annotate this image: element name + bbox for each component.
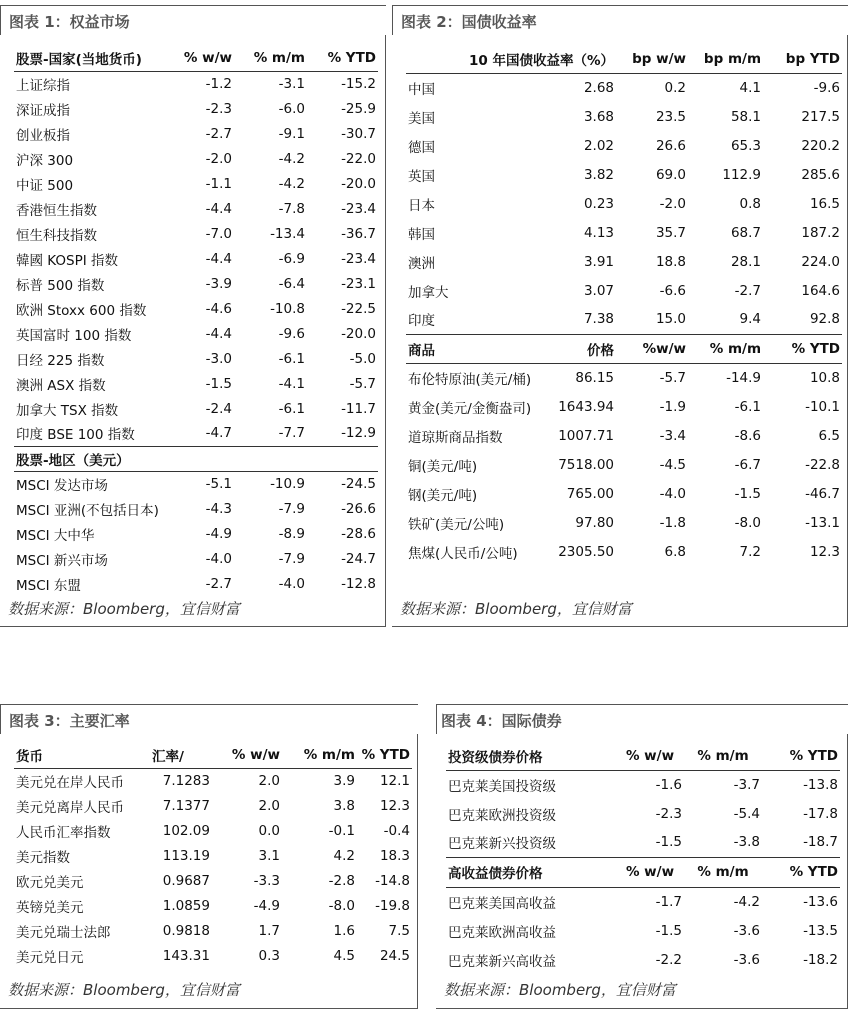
row-value: -18.7 bbox=[803, 834, 838, 851]
table-row bbox=[14, 171, 378, 196]
row-label: MSCI 发达市场 bbox=[16, 477, 108, 494]
row-value: -10.1 bbox=[805, 398, 841, 415]
row-label: 上证综指 bbox=[16, 77, 70, 94]
row-value: -2.2 bbox=[655, 951, 682, 968]
row-label: MSCI 新兴市场 bbox=[16, 552, 108, 569]
row-value: -25.9 bbox=[341, 100, 376, 117]
row-label: 韩国 bbox=[408, 226, 435, 243]
row-value: 3.9 bbox=[333, 772, 355, 789]
row-value: -0.4 bbox=[383, 822, 410, 839]
table-row bbox=[14, 321, 378, 346]
panel-title: 图表 3：主要汇率 bbox=[0, 704, 418, 734]
row-value: 1643.94 bbox=[558, 398, 615, 415]
panel-title: 图表 2：国债收益率 bbox=[392, 5, 848, 35]
row-value: 0.3 bbox=[258, 947, 280, 964]
row-value: -4.0 bbox=[205, 550, 232, 567]
row-label: 印度 bbox=[408, 313, 435, 330]
row-value: 4.2 bbox=[333, 847, 355, 864]
table-row bbox=[14, 843, 412, 868]
table-row bbox=[14, 146, 378, 171]
row-value: 6.8 bbox=[664, 543, 687, 560]
row-value: 285.6 bbox=[801, 166, 841, 183]
source-note: 数据来源：Bloomberg，宜信财富 bbox=[8, 600, 240, 618]
row-value: 0.9687 bbox=[162, 872, 210, 889]
row-value: -13.4 bbox=[270, 225, 305, 242]
row-value: -11.7 bbox=[341, 400, 376, 417]
row-value: 217.5 bbox=[801, 108, 841, 125]
row-value: 2.0 bbox=[258, 772, 280, 789]
row-value: 69.0 bbox=[655, 166, 687, 183]
table-row bbox=[14, 221, 378, 246]
row-value: 2.68 bbox=[583, 79, 615, 96]
table-subheader: 商品 价格 %w/w % m/m % YTD bbox=[406, 334, 842, 363]
row-value: -7.8 bbox=[278, 200, 305, 217]
row-value: -8.6 bbox=[734, 427, 762, 444]
table-row bbox=[446, 887, 840, 916]
table-row bbox=[14, 893, 412, 918]
row-label: 中证 500 bbox=[16, 177, 74, 194]
table-row bbox=[14, 121, 378, 146]
row-value: -13.8 bbox=[803, 776, 838, 793]
row-label: 美国 bbox=[408, 110, 435, 127]
row-value: 102.09 bbox=[162, 822, 210, 839]
row-label: MSCI 大中华 bbox=[16, 527, 95, 544]
row-value: 220.2 bbox=[801, 137, 841, 154]
row-value: -23.1 bbox=[341, 275, 376, 292]
row-value: 4.1 bbox=[739, 79, 762, 96]
row-value: -2.3 bbox=[655, 805, 682, 822]
table-row bbox=[14, 868, 412, 893]
row-value: -1.5 bbox=[734, 485, 762, 502]
row-value: -1.5 bbox=[655, 834, 682, 851]
table-row bbox=[14, 396, 378, 421]
row-value: -8.0 bbox=[328, 897, 355, 914]
table-row bbox=[446, 799, 840, 828]
row-label: 加拿大 TSX 指数 bbox=[16, 402, 119, 419]
row-value: 7.2 bbox=[739, 543, 762, 560]
row-value: 97.80 bbox=[575, 514, 615, 531]
row-value: -2.4 bbox=[205, 400, 232, 417]
row-value: -14.9 bbox=[726, 369, 762, 386]
row-label: 日本 bbox=[408, 197, 435, 214]
row-value: -9.1 bbox=[278, 125, 305, 142]
row-label: 澳洲 ASX 指数 bbox=[16, 377, 106, 394]
row-value: 7.38 bbox=[583, 311, 615, 328]
row-value: 0.8 bbox=[739, 195, 762, 212]
row-value: -5.7 bbox=[659, 369, 687, 386]
row-value: -4.2 bbox=[733, 893, 760, 910]
row-value: -3.1 bbox=[278, 75, 305, 92]
table-row bbox=[406, 218, 842, 247]
row-value: -2.8 bbox=[328, 872, 355, 889]
row-value: -3.6 bbox=[733, 951, 760, 968]
table-row bbox=[14, 271, 378, 296]
row-label: 日经 225 指数 bbox=[16, 352, 105, 369]
row-value: 0.2 bbox=[664, 79, 687, 96]
row-value: -2.3 bbox=[205, 100, 232, 117]
row-value: -1.8 bbox=[659, 514, 687, 531]
row-value: -3.6 bbox=[733, 922, 760, 939]
table-row bbox=[14, 768, 412, 793]
row-value: -6.1 bbox=[734, 398, 762, 415]
table-row bbox=[14, 521, 378, 546]
row-value: 15.0 bbox=[655, 311, 687, 328]
table-subheader: 高收益债券价格 % w/w % m/m % YTD bbox=[446, 857, 840, 887]
row-value: -22.5 bbox=[341, 300, 376, 317]
source-note: 数据来源：Bloomberg，宜信财富 bbox=[444, 981, 676, 999]
row-value: 24.5 bbox=[379, 947, 410, 964]
table-row bbox=[406, 537, 842, 566]
row-value: 28.1 bbox=[730, 253, 762, 270]
row-value: -4.2 bbox=[278, 175, 305, 192]
row-value: -4.4 bbox=[205, 250, 232, 267]
row-label: 英国富时 100 指数 bbox=[16, 327, 132, 344]
row-label: 英镑兑美元 bbox=[16, 899, 84, 916]
row-value: 7.1377 bbox=[162, 797, 210, 814]
yields-table bbox=[406, 45, 842, 566]
table-row bbox=[406, 247, 842, 276]
row-value: -1.5 bbox=[655, 922, 682, 939]
table-row bbox=[406, 479, 842, 508]
row-value: 224.0 bbox=[801, 253, 841, 270]
row-label: 布伦特原油(美元/桶) bbox=[408, 371, 532, 388]
row-value: 2305.50 bbox=[558, 543, 615, 560]
row-value: 10.8 bbox=[809, 369, 841, 386]
row-value: -28.6 bbox=[341, 525, 376, 542]
row-value: -13.1 bbox=[805, 514, 841, 531]
row-value: 23.5 bbox=[655, 108, 687, 125]
table-row bbox=[446, 916, 840, 945]
row-value: -1.7 bbox=[655, 893, 682, 910]
row-label: 恒生科技指数 bbox=[16, 227, 97, 244]
bond-yields-panel bbox=[392, 5, 848, 627]
row-label: 钢(美元/吨) bbox=[408, 487, 478, 504]
row-value: -5.4 bbox=[733, 805, 760, 822]
row-label: 巴克莱欧洲高收益 bbox=[448, 924, 556, 941]
row-value: 3.82 bbox=[583, 166, 615, 183]
table-row bbox=[406, 392, 842, 421]
row-value: -3.9 bbox=[205, 275, 232, 292]
table-row bbox=[14, 346, 378, 371]
row-value: -3.8 bbox=[733, 834, 760, 851]
row-value: -24.5 bbox=[341, 475, 376, 492]
row-value: -6.4 bbox=[278, 275, 305, 292]
panel-title: 图表 4：国际债券 bbox=[436, 704, 848, 734]
table-row bbox=[14, 546, 378, 571]
table-header: 股票-国家(当地货币) % w/w % m/m % YTD bbox=[14, 45, 378, 71]
equity-table bbox=[14, 45, 378, 596]
row-value: -13.6 bbox=[803, 893, 838, 910]
row-value: 1.7 bbox=[258, 922, 280, 939]
row-value: -4.2 bbox=[278, 150, 305, 167]
fx-table bbox=[14, 742, 412, 968]
row-value: -12.9 bbox=[341, 425, 376, 442]
row-label: 加拿大 bbox=[408, 284, 449, 301]
row-value: 86.15 bbox=[575, 369, 615, 386]
row-value: -26.6 bbox=[341, 500, 376, 517]
row-value: -1.1 bbox=[205, 175, 232, 192]
table-row bbox=[14, 71, 378, 96]
table-row bbox=[14, 371, 378, 396]
row-value: 112.9 bbox=[722, 166, 762, 183]
row-value: -1.6 bbox=[655, 776, 682, 793]
table-row bbox=[14, 918, 412, 943]
row-value: -2.7 bbox=[734, 282, 762, 299]
row-value: -4.1 bbox=[278, 375, 305, 392]
row-value: -4.4 bbox=[205, 325, 232, 342]
row-value: -4.4 bbox=[205, 200, 232, 217]
row-value: -3.7 bbox=[733, 776, 760, 793]
table-subheader: 股票-地区（美元） bbox=[14, 446, 378, 471]
row-value: 2.02 bbox=[583, 137, 615, 154]
row-value: 65.3 bbox=[730, 137, 762, 154]
row-value: 18.8 bbox=[655, 253, 687, 270]
row-value: -3.4 bbox=[659, 427, 687, 444]
table-header: 投资级债券价格 % w/w % m/m % YTD bbox=[446, 742, 840, 770]
row-value: -4.9 bbox=[253, 897, 280, 914]
row-value: 18.3 bbox=[379, 847, 410, 864]
row-value: 0.23 bbox=[583, 195, 615, 212]
table-row bbox=[14, 818, 412, 843]
row-label: 欧洲 Stoxx 600 指数 bbox=[16, 302, 147, 319]
row-value: -10.8 bbox=[270, 300, 305, 317]
table-row bbox=[14, 571, 378, 596]
table-row bbox=[406, 73, 842, 102]
row-label: 焦煤(人民币/公吨) bbox=[408, 545, 518, 562]
table-row bbox=[406, 421, 842, 450]
row-value: 58.1 bbox=[730, 108, 762, 125]
row-label: 巴克莱新兴投资级 bbox=[448, 836, 556, 853]
row-label: 香港恒生指数 bbox=[16, 202, 97, 219]
row-label: 巴克莱美国高收益 bbox=[448, 895, 556, 912]
row-value: 6.5 bbox=[818, 427, 841, 444]
row-value: -8.9 bbox=[278, 525, 305, 542]
row-label: 沪深 300 bbox=[16, 152, 74, 169]
row-value: 765.00 bbox=[566, 485, 615, 502]
table-row bbox=[14, 196, 378, 221]
row-value: -36.7 bbox=[341, 225, 376, 242]
row-value: -12.8 bbox=[341, 575, 376, 592]
row-value: -24.7 bbox=[341, 550, 376, 567]
row-label: 德国 bbox=[408, 139, 435, 156]
table-row bbox=[14, 96, 378, 121]
row-label: 巴克莱美国投资级 bbox=[448, 778, 556, 795]
row-value: -7.7 bbox=[278, 425, 305, 442]
row-label: 美元指数 bbox=[16, 849, 70, 866]
row-value: -7.0 bbox=[205, 225, 232, 242]
table-row bbox=[406, 131, 842, 160]
equity-markets-panel bbox=[0, 5, 386, 627]
row-value: -46.7 bbox=[805, 485, 841, 502]
row-value: -5.7 bbox=[349, 375, 376, 392]
table-row bbox=[14, 943, 412, 968]
table-row bbox=[406, 276, 842, 305]
row-value: 1.0859 bbox=[162, 897, 210, 914]
row-value: -6.1 bbox=[278, 400, 305, 417]
row-value: -14.8 bbox=[375, 872, 410, 889]
row-label: 美元兑离岸人民币 bbox=[16, 799, 124, 816]
row-label: 美元兑瑞士法郎 bbox=[16, 924, 111, 941]
row-value: 164.6 bbox=[801, 282, 841, 299]
row-value: -30.7 bbox=[341, 125, 376, 142]
row-value: -2.7 bbox=[205, 125, 232, 142]
row-value: -20.0 bbox=[341, 325, 376, 342]
row-label: 印度 BSE 100 指数 bbox=[16, 427, 135, 444]
row-value: 4.5 bbox=[333, 947, 355, 964]
row-label: 中国 bbox=[408, 81, 435, 98]
row-value: -4.3 bbox=[205, 500, 232, 517]
row-label: 英国 bbox=[408, 168, 435, 185]
row-value: 113.19 bbox=[162, 847, 210, 864]
row-label: 巴克莱欧洲投资级 bbox=[448, 807, 556, 824]
row-label: 巴克莱新兴高收益 bbox=[448, 953, 556, 970]
row-value: 12.3 bbox=[809, 543, 841, 560]
row-value: -4.5 bbox=[659, 456, 687, 473]
row-value: 7.1283 bbox=[162, 772, 210, 789]
row-value: 3.91 bbox=[583, 253, 615, 270]
row-label: 美元兑在岸人民币 bbox=[16, 774, 124, 791]
row-value: 7.5 bbox=[388, 922, 410, 939]
row-value: 187.2 bbox=[801, 224, 841, 241]
exchange-rates-panel bbox=[0, 704, 418, 1009]
source-note: 数据来源：Bloomberg，宜信财富 bbox=[400, 600, 632, 618]
row-value: 16.5 bbox=[809, 195, 841, 212]
row-label: 美元兑日元 bbox=[16, 949, 84, 966]
row-value: -23.4 bbox=[341, 250, 376, 267]
row-value: -20.0 bbox=[341, 175, 376, 192]
row-value: -17.8 bbox=[803, 805, 838, 822]
table-row bbox=[446, 770, 840, 799]
table-row bbox=[14, 793, 412, 818]
row-label: MSCI 亚洲(不包括日本) bbox=[16, 502, 159, 519]
row-value: 3.1 bbox=[258, 847, 280, 864]
row-value: -6.1 bbox=[278, 350, 305, 367]
row-value: 1.6 bbox=[333, 922, 355, 939]
bonds-table bbox=[446, 742, 840, 974]
table-header: 货币 汇率/ % w/w % m/m % YTD bbox=[14, 742, 412, 768]
row-value: -2.0 bbox=[659, 195, 687, 212]
row-label: 铁矿(美元/公吨) bbox=[408, 516, 505, 533]
table-row bbox=[14, 471, 378, 496]
row-label: 澳洲 bbox=[408, 255, 435, 272]
row-value: -19.8 bbox=[375, 897, 410, 914]
row-value: -5.1 bbox=[205, 475, 232, 492]
row-value: -1.5 bbox=[205, 375, 232, 392]
row-value: -9.6 bbox=[278, 325, 305, 342]
row-value: -6.7 bbox=[734, 456, 762, 473]
row-value: -4.0 bbox=[278, 575, 305, 592]
source-note: 数据来源：Bloomberg，宜信财富 bbox=[8, 981, 240, 999]
row-value: -7.9 bbox=[278, 500, 305, 517]
row-value: -5.0 bbox=[349, 350, 376, 367]
row-value: -2.0 bbox=[205, 150, 232, 167]
row-value: -4.9 bbox=[205, 525, 232, 542]
table-row bbox=[406, 305, 842, 334]
row-label: 创业板指 bbox=[16, 127, 70, 144]
row-value: 4.13 bbox=[583, 224, 615, 241]
table-row bbox=[406, 189, 842, 218]
panel-title: 图表 1：权益市场 bbox=[0, 5, 386, 35]
table-row bbox=[406, 450, 842, 479]
table-row bbox=[14, 421, 378, 446]
row-value: 68.7 bbox=[730, 224, 762, 241]
row-value: -0.1 bbox=[328, 822, 355, 839]
row-value: -4.0 bbox=[659, 485, 687, 502]
row-value: 3.8 bbox=[333, 797, 355, 814]
table-header: 10 年国债收益率（%） bp w/w bp m/m bp YTD bbox=[406, 45, 842, 73]
row-value: -15.2 bbox=[341, 75, 376, 92]
row-value: 2.0 bbox=[258, 797, 280, 814]
row-value: -22.0 bbox=[341, 150, 376, 167]
row-value: -6.9 bbox=[278, 250, 305, 267]
row-value: 3.68 bbox=[583, 108, 615, 125]
row-value: -6.0 bbox=[278, 100, 305, 117]
table-row bbox=[446, 828, 840, 857]
row-label: 标普 500 指数 bbox=[16, 277, 105, 294]
international-bonds-panel bbox=[436, 704, 848, 1009]
row-label: MSCI 东盟 bbox=[16, 577, 81, 594]
row-value: 1007.71 bbox=[558, 427, 615, 444]
row-label: 铜(美元/吨) bbox=[408, 458, 478, 475]
row-value: -23.4 bbox=[341, 200, 376, 217]
row-value: 35.7 bbox=[655, 224, 687, 241]
row-value: -2.7 bbox=[205, 575, 232, 592]
table-row bbox=[406, 102, 842, 131]
table-row bbox=[406, 363, 842, 392]
row-value: -13.5 bbox=[803, 922, 838, 939]
table-row bbox=[406, 508, 842, 537]
row-label: 欧元兑美元 bbox=[16, 874, 84, 891]
table-row bbox=[14, 246, 378, 271]
row-value: 26.6 bbox=[655, 137, 687, 154]
row-value: -6.6 bbox=[659, 282, 687, 299]
row-value: 92.8 bbox=[809, 311, 841, 328]
row-value: -22.8 bbox=[805, 456, 841, 473]
row-value: -3.3 bbox=[253, 872, 280, 889]
row-label: 韓國 KOSPI 指数 bbox=[16, 252, 119, 269]
row-value: -8.0 bbox=[734, 514, 762, 531]
row-value: -9.6 bbox=[813, 79, 841, 96]
table-row bbox=[406, 160, 842, 189]
row-label: 黄金(美元/金衡盎司) bbox=[408, 400, 532, 417]
row-value: -18.2 bbox=[803, 951, 838, 968]
table-row bbox=[14, 296, 378, 321]
row-value: 7518.00 bbox=[558, 456, 615, 473]
row-value: -1.2 bbox=[205, 75, 232, 92]
row-value: 12.3 bbox=[379, 797, 410, 814]
row-label: 人民币汇率指数 bbox=[16, 824, 111, 841]
row-label: 道琼斯商品指数 bbox=[408, 429, 503, 446]
row-value: 12.1 bbox=[379, 772, 410, 789]
row-label: 深证成指 bbox=[16, 102, 70, 119]
row-value: 9.4 bbox=[739, 311, 762, 328]
table-row bbox=[14, 496, 378, 521]
row-value: 0.0 bbox=[258, 822, 280, 839]
row-value: 3.07 bbox=[583, 282, 615, 299]
row-value: -10.9 bbox=[270, 475, 305, 492]
row-value: 0.9818 bbox=[162, 922, 210, 939]
row-value: -7.9 bbox=[278, 550, 305, 567]
row-value: 143.31 bbox=[162, 947, 210, 964]
row-value: -4.6 bbox=[205, 300, 232, 317]
table-row bbox=[446, 945, 840, 974]
row-value: -1.9 bbox=[659, 398, 687, 415]
row-value: -3.0 bbox=[205, 350, 232, 367]
row-value: -4.7 bbox=[205, 425, 232, 442]
